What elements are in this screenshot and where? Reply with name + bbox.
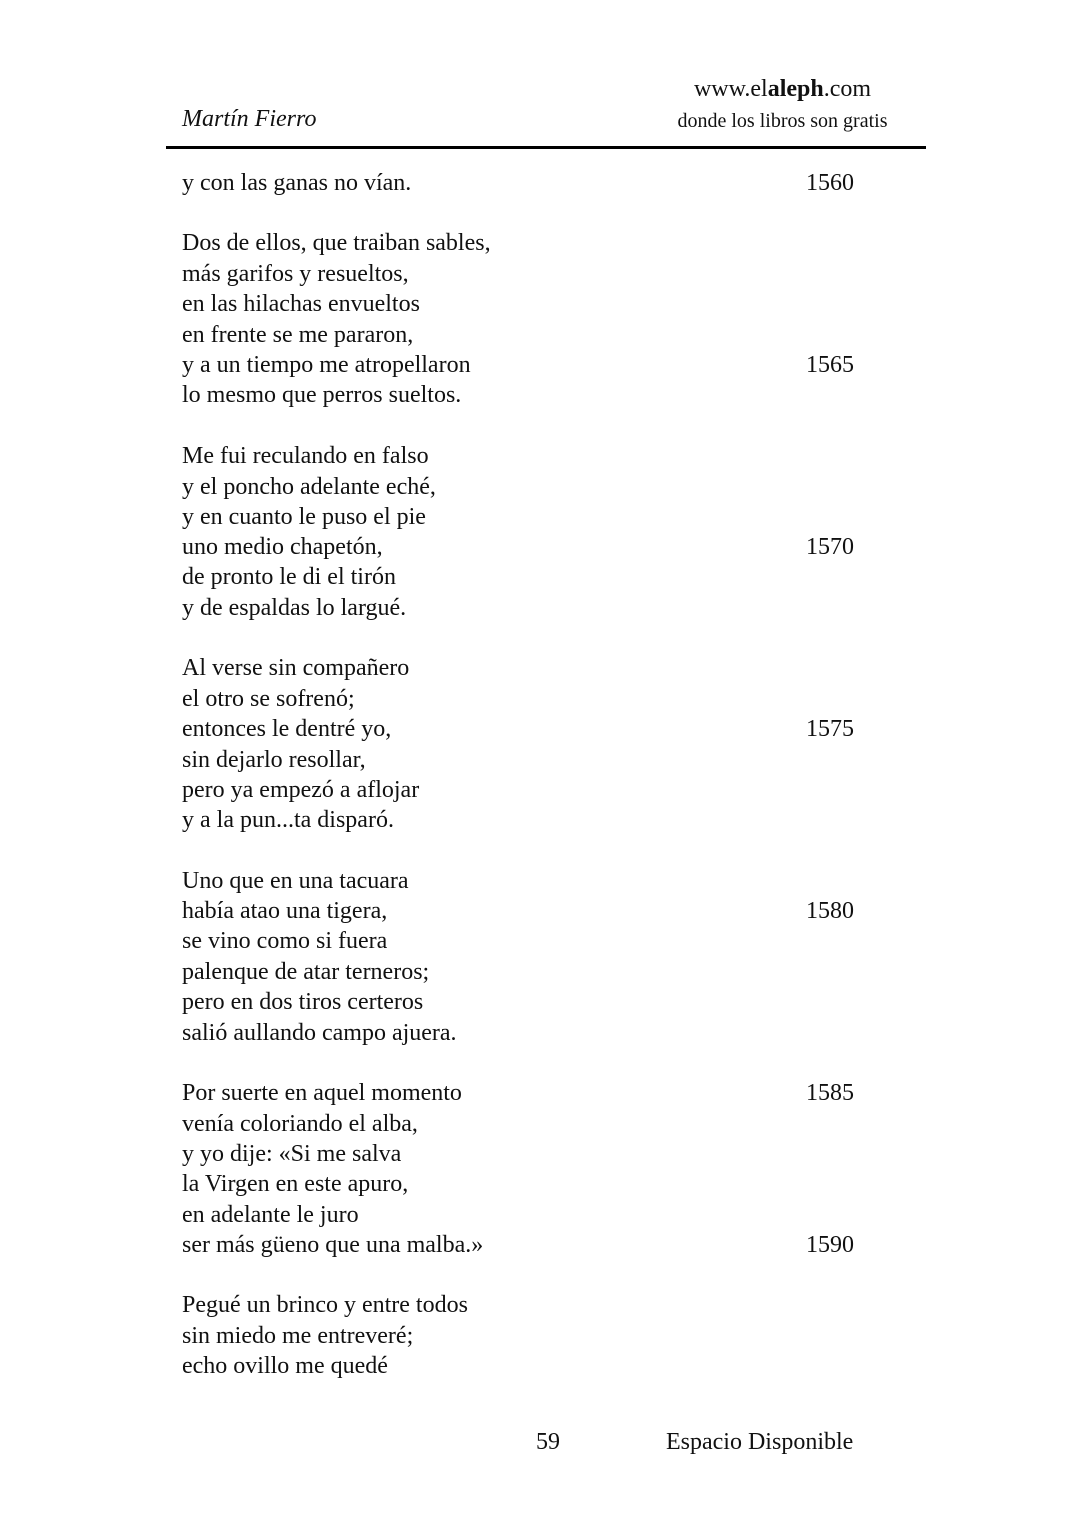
verse-line: la Virgen en este apuro, [182, 1171, 409, 1197]
verse-line: salió aullando campo ajuera. [182, 1020, 457, 1046]
verse-line: Me fui reculando en falso [182, 443, 429, 469]
verse-number: 1585 [806, 1080, 854, 1106]
verse-line: ser más güeno que una malba.» [182, 1232, 484, 1258]
verse-line: y de espaldas lo largué. [182, 595, 407, 621]
verse-line: Por suerte en aquel momento [182, 1080, 462, 1106]
verse-line: Dos de ellos, que traiban sables, [182, 230, 491, 256]
verse-line: de pronto le di el tirón [182, 564, 396, 590]
verse-line: más garifos y resueltos, [182, 261, 409, 287]
verse-number: 1590 [806, 1232, 854, 1258]
verse-line: y yo dije: «Si me salva [182, 1141, 402, 1167]
verse-line: y a un tiempo me atropellaron [182, 352, 471, 378]
verse-line: sin dejarlo resollar, [182, 747, 366, 773]
verse-line: lo mesmo que perros sueltos. [182, 382, 462, 408]
verse-line: uno medio chapetón, [182, 534, 383, 560]
verse-line: en frente se me pararon, [182, 322, 414, 348]
verse-line: Al verse sin compañero [182, 655, 410, 681]
site-url-prefix: www.el [693, 76, 768, 102]
verse-line: y el poncho adelante eché, [182, 474, 436, 500]
verse-number: 1580 [806, 898, 854, 924]
header-divider [166, 146, 926, 149]
verse-line: pero ya empezó a aflojar [182, 777, 420, 803]
verse-line: en las hilachas envueltos [182, 291, 420, 317]
verse-number: 1575 [806, 716, 854, 742]
verse-line: el otro se sofrenó; [182, 686, 355, 712]
site-url[interactable] [640, 74, 925, 104]
verse-line: había atao una tigera, [182, 898, 388, 924]
verse-line: pero en dos tiros certeros [182, 989, 424, 1015]
site-url-bold: aleph [767, 76, 824, 102]
verse-number: 1570 [806, 534, 854, 560]
verse-line: Pegué un brinco y entre todos [182, 1292, 468, 1318]
verse-line: y con las ganas no vían. [182, 170, 412, 196]
verse-line: en adelante le juro [182, 1202, 359, 1228]
verse-line: y a la pun...ta disparó. [182, 807, 394, 833]
verse-line: sin miedo me entreveré; [182, 1323, 414, 1349]
footer-note: Espacio Disponible [666, 1429, 854, 1455]
verse-line: y en cuanto le puso el pie [182, 504, 426, 530]
site-url-suffix: .com [823, 76, 872, 102]
page-number: 59 [536, 1429, 560, 1455]
verse-line: Uno que en una tacuara [182, 868, 409, 894]
verse-line: venía coloriando el alba, [182, 1111, 418, 1137]
verse-number: 1565 [806, 352, 854, 378]
verse-line: se vino como si fuera [182, 928, 388, 954]
verse-line: palenque de atar terneros; [182, 959, 430, 985]
site-tagline: donde los libros son gratis [677, 110, 888, 132]
book-title: Martín Fierro [182, 106, 317, 132]
verse-number: 1560 [806, 170, 854, 196]
verse-line: entonces le dentré yo, [182, 716, 392, 742]
verse-line: echo ovillo me quedé [182, 1353, 388, 1379]
